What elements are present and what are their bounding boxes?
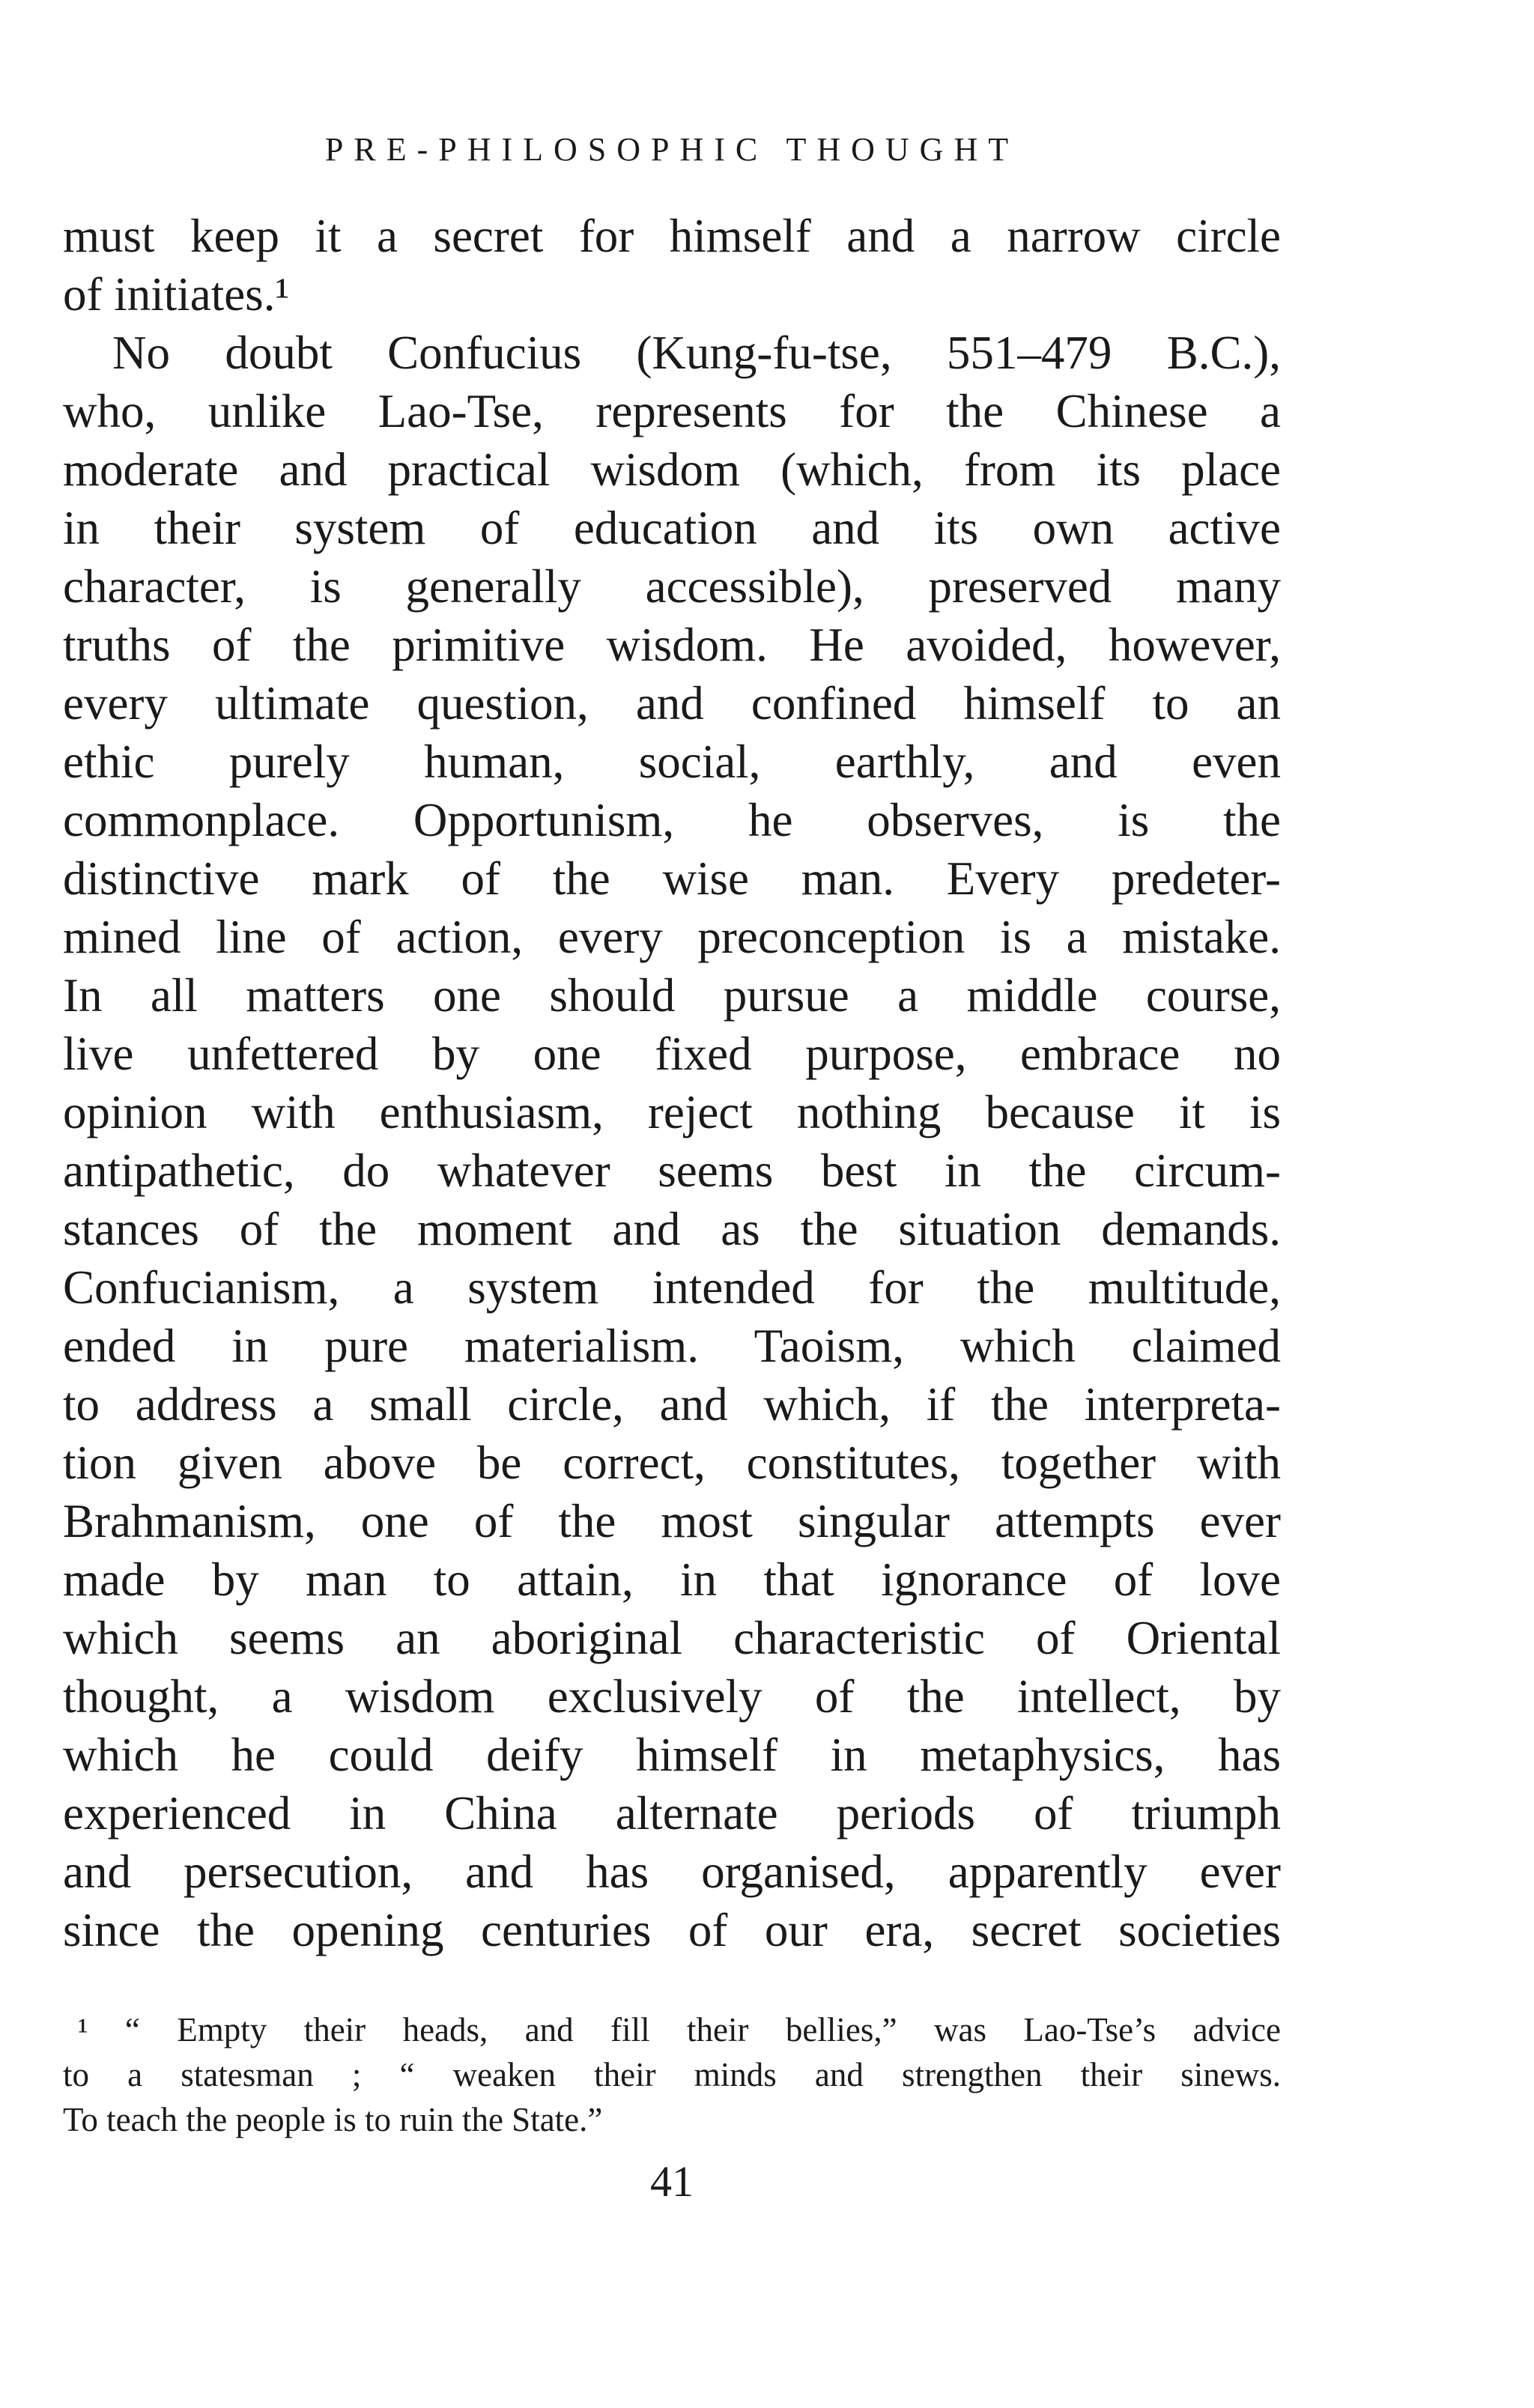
body-text: [63, 207, 1281, 1959]
running-head: PRE-PHILOSOPHIC THOUGHT: [324, 131, 1019, 168]
page-number: 41: [650, 2157, 694, 2206]
body-line: live unfettered by one fixed purpose, embrace no: [63, 1028, 1281, 1080]
body-line: thought, a wisdom exclusively of the intellect, by: [63, 1670, 1281, 1723]
footnote: [63, 2007, 1281, 2142]
body-line: antipathetic, do whatever seems best in the circum-: [63, 1144, 1281, 1197]
body-line: ethic purely human, social, earthly, and even: [63, 736, 1281, 788]
body-line: made by man to attain, in that ignorance of love: [63, 1553, 1281, 1606]
body-line: must keep it a secret for himself and a narrow circle: [63, 210, 1281, 262]
footnote-line: to a statesman ; “ weaken their minds and strengthen their sinews.: [63, 2056, 1281, 2093]
body-line: moderate and practical wisdom (which, from its place: [63, 443, 1281, 496]
body-line: experienced in China alternate periods of triumph: [63, 1787, 1281, 1840]
body-line: truths of the primitive wisdom. He avoided, however,: [63, 619, 1281, 671]
body-line: opinion with enthusiasm, reject nothing because it is: [63, 1086, 1281, 1138]
body-line: In all matters one should pursue a middle course,: [63, 969, 1281, 1022]
body-line: Brahmanism, one of the most singular attempts ever: [63, 1495, 1281, 1547]
body-line: commonplace. Opportunism, he observes, is the: [63, 794, 1281, 846]
body-line: Confucianism, a system intended for the multitude,: [63, 1261, 1281, 1314]
body-line: in their system of education and its own active: [63, 502, 1281, 554]
body-line: stances of the moment and as the situation demands.: [63, 1203, 1281, 1255]
body-line: every ultimate question, and confined himself to an: [63, 677, 1281, 730]
footnote-line: ¹ “ Empty their heads, and fill their bellies,” was Lao-Tse’s advice: [78, 2011, 1281, 2048]
book-page: [63, 0, 1281, 2408]
body-line: to address a small circle, and which, if the interpreta-: [63, 1378, 1281, 1431]
body-line: character, is generally accessible), preserved many: [63, 560, 1281, 613]
body-line: which he could deify himself in metaphysics, has: [63, 1729, 1281, 1781]
body-line: and persecution, and has organised, apparently ever: [63, 1846, 1281, 1898]
body-line: tion given above be correct, constitutes, together with: [63, 1437, 1281, 1489]
body-line: mined line of action, every preconception is a mistake.: [63, 911, 1281, 963]
body-line: since the opening centuries of our era, secret societies: [63, 1904, 1281, 1956]
body-line: which seems an aboriginal characteristic of Oriental: [63, 1612, 1281, 1664]
body-line: of initiates.¹: [63, 268, 290, 321]
body-line: who, unlike Lao-Tse, represents for the Chinese a: [63, 385, 1281, 437]
footnote-line: To teach the people is to ruin the State.”: [63, 2101, 603, 2138]
body-line: ended in pure materialism. Taoism, which claimed: [63, 1320, 1281, 1372]
body-line: distinctive mark of the wise man. Every predeter-: [63, 852, 1281, 905]
body-line: No doubt Confucius (Kung-fu-tse, 551–479 B.C.),: [112, 327, 1281, 379]
